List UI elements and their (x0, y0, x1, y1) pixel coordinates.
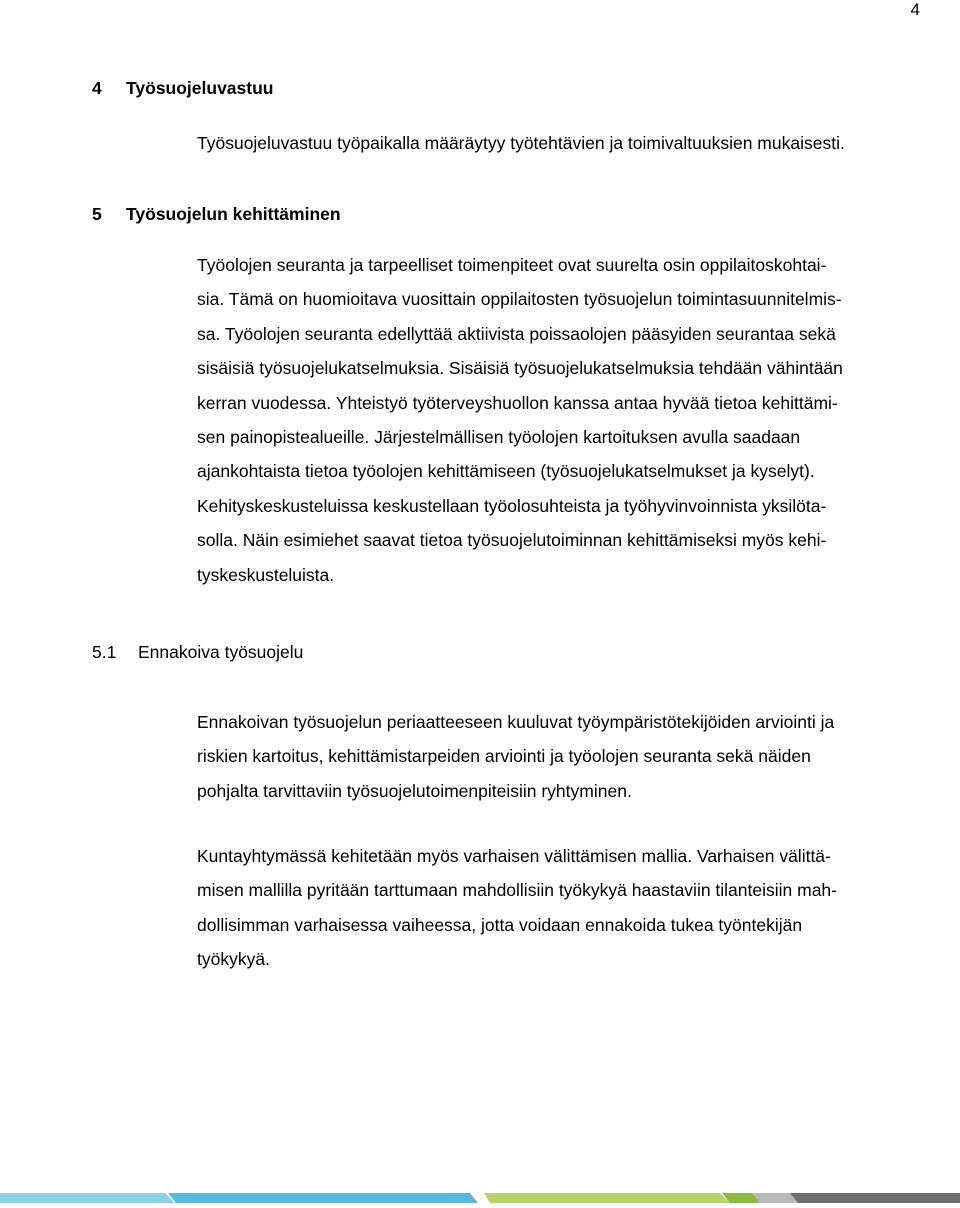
footer-band-segment (484, 1193, 730, 1203)
paragraph-line: kerran vuodessa. Yhteistyö työterveyshuollon kanssa antaa hyvää tietoa kehittämi- (197, 392, 838, 413)
footer-decorative-band (0, 1191, 960, 1205)
paragraph-line: Kehityskeskusteluissa keskustellaan työolosuhteista ja työhyvinvoinnista yksilöta- (197, 495, 827, 516)
paragraph-line: sisäisiä työsuojelukatselmuksia. Sisäisiä työsuojelukatselmuksia tehdään vähintään (197, 358, 843, 379)
section-5-heading (92, 202, 341, 226)
section-4-title: Työsuojeluvastuu (126, 78, 274, 98)
paragraph-line: tyskeskusteluista. (197, 564, 335, 585)
paragraph-line: sia. Tämä on huomioitava vuosittain oppilaitosten työsuojelun toimintasuunnitelmis- (197, 289, 842, 310)
section-5-1-number: 5.1 (92, 642, 117, 662)
paragraph-line: misen mallilla pyritään tarttumaan mahdollisiin työkykyä haastaviin tilanteisiin mah- (197, 880, 837, 901)
paragraph-line: riskien kartoitus, kehittämistarpeiden arviointi ja työolojen seuranta sekä näiden (197, 746, 811, 767)
paragraph-line: solla. Näin esimiehet saavat tietoa työsuojelutoiminnan kehittämiseksi myös kehi- (197, 530, 827, 551)
paragraph-line: Työsuojeluvastuu työpaikalla määräytyy työtehtävien ja toimivaltuuksien mukaisesti. (197, 133, 845, 153)
section-5-number: 5 (92, 204, 102, 224)
paragraph-line: sa. Työolojen seuranta edellyttää aktiivista poissaolojen pääsyiden seurantaa sekä (197, 323, 836, 344)
paragraph-line: ajankohtaista tietoa työolojen kehittämiseen (työsuojelukatselmukset ja kyselyt). (197, 461, 815, 482)
section-4-heading (92, 76, 273, 100)
section-4-number: 4 (92, 78, 102, 98)
paragraph-line: dollisimman varhaisessa vaiheessa, jotta voidaan ennakoida tukea työntekijän (197, 914, 803, 935)
paragraph-line: sen painopistealueille. Järjestelmällisen työolojen kartoituksen avulla saadaan (197, 426, 801, 447)
section-5-paragraph (197, 248, 917, 592)
footer-band-segment (0, 1193, 175, 1203)
paragraph-line: Työolojen seuranta ja tarpeelliset toimenpiteet ovat suurelta osin oppilaitoskohtai- (197, 255, 827, 275)
page-number: 4 (910, 0, 920, 19)
paragraph-line: Ennakoivan työsuojelun periaatteeseen kuuluvat työympäristötekijöiden arviointi ja (197, 712, 835, 732)
section-5-1-heading (92, 640, 303, 664)
section-5-1-title: Ennakoiva työsuojelu (138, 642, 304, 662)
footer-band-segment (752, 1193, 798, 1203)
section-5-title: Työsuojelun kehittäminen (126, 204, 341, 224)
section-4-paragraph (197, 131, 917, 155)
footer-band-segment (168, 1193, 478, 1203)
footer-band-segment (790, 1193, 960, 1203)
paragraph-line: työkykyä. (197, 949, 270, 970)
paragraph-line: pohjalta tarvittaviin työsuojelutoimenpiteisiin ryhtyminen. (197, 780, 632, 801)
section-5-1-paragraph-1 (197, 705, 917, 808)
section-5-1-paragraph-2 (197, 839, 917, 977)
paragraph-line: Kuntayhtymässä kehitetään myös varhaisen välittämisen mallia. Varhaisen välittä- (197, 846, 831, 866)
